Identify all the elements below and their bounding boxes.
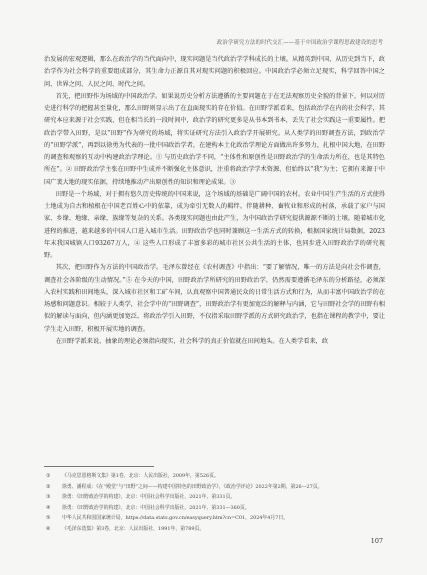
footnote-text: 徐勇：《田野政治学的构建》，北京：中国社会科学出版社，2021年，第331页。 xyxy=(62,494,236,501)
footnote xyxy=(44,524,385,535)
body-text xyxy=(44,54,385,348)
footnote-mark: ⑥ xyxy=(46,525,51,532)
footnote xyxy=(44,492,385,503)
paragraph-field-as-site: 首先，把田野作为场域的中国政治学。如果说历史分析方法遵循的主要问题在于在无法观察历史全貌的背景下，何以对历史进行科学的把握甚至量化，那么田野则显示出了在直面现实的存在价值。在田野学派看来，包括政治学在内的社会科学，其研究本应来源于社会实践，但在相当长的一段时间中，政治学的研究更多是从书本到书本，丢失了社会实践这一重要属性。把政治学带入田野，是以“田野”作为研究的场域，将实证研究方法引入政治学开展研究。从人类学的田野调查方法，到政治学的“田野学派”，再到以徐勇为代表的一批中国政治学者，在建构本土化政治学理论方面做出许多努力，扎根中国大地，在田野的调查和观察的互动中构建政治学理论。① 与历史政治学不同，“主体性和原创性是田野政治学的生命活力所在，也是其特色所在”。② 田野政治学主张在田野中生成并不断强化主体意识，注重将政治学学术资源，但始终以“我”为主；它拥有来源于中国广袤大地的现实依据，持续地推动产出原创性的知识和理论成果。③ xyxy=(44,92,385,186)
footnote-text: 徐勇：《田野政治学的构建》，北京：中国社会科学出版社，2021年，第331—360页。 xyxy=(62,504,250,511)
footnote-mark: ④ xyxy=(46,504,51,511)
footnotes xyxy=(44,471,385,535)
footnote-text: 《马克思恩格斯文集》第1卷，北京：人民出版社，2009年，第526页。 xyxy=(62,473,219,479)
footnote-mark: ② xyxy=(46,483,51,490)
paragraph-continuation: 治发展的宏观逻辑，那么在政治学的当代面向中，现实问题是当代政治学学科成长的土壤。从精英到中国，从历史到当下，政治学作为社会科学的重要组成部分，其生命力正源自其对现实问题的积极回应。中国政治学必须立足现实，科学回答中国之问、世界之问、人民之问、时代之问。 xyxy=(44,56,385,88)
footnote xyxy=(44,471,385,482)
footnote-text: 中华人民共和国国家统计局，https://data.stats.gov.cn/easyquery.htm?cn=C01，2024年4月7日。 xyxy=(62,515,289,522)
running-header: 政治学研究方法的时代交汇——基于中国政治学课程思政建设的思考 xyxy=(216,40,383,46)
footnote xyxy=(44,503,385,514)
footnote xyxy=(44,513,385,524)
footnote-mark: ① xyxy=(46,473,51,479)
page-number: 107 xyxy=(370,537,383,545)
footnote-text: 《毛泽东选集》第3卷，北京：人民出版社，1991年，第789页。 xyxy=(62,525,205,532)
footnote xyxy=(44,482,385,493)
footnote-mark: ⑤ xyxy=(46,515,51,522)
paragraph-field-as-method: 其次，把田野作为方法的中国政治学。毛泽东曾经在《农村调查》中指出：“要了解情况，唯一的方法是向社会作调查，调查社会各阶级的生动情况。”⑤ 在今天的中国，田野政治学所研究的田野政治学，仍然需要遵循毛泽东的分析路径，必须深入农村实践和田间地头，深入城市社区和工矿车间，认真观察中国普通民众的日常生活方式和行为，从而丰富中国政治学的在场感和问题意识。相较于人类学，社会学中的“田野调查”，田野政治学有更加宽泛的解释与内涵，它与田野社会学的田野有相似的解读与面向，但内涵更加宽泛。将政治学引入田野，不仅指采取田野学派的方式研究政治学，也指在课程的教学中，要让学生走入田野，积极开展实地的调查。 xyxy=(44,264,385,333)
paragraph-field-and-countryside: 田野是一个场域，对于拥有悠久历史传统的中国来说，这个场域的基础是广阔中国的农村。农业中国生产生活的方式使得土地成为自古和植根在中国老百姓心中的依靠，成为牵引无数人的羁绊。伴随耕种、畜牧业和形成的村落，承载了家户与国家、乡缘、地缘、亲缘，族缘等复杂的关系。各类现实问题也由此产生，为中国政治学研究提供源源不断的土壤。随着城市化进程的推进，越来越多的中国人口进入城市生活。田野政治学也同时兼顾这一生活方式的转换，根据国家统计局数据，2023年末我国城镇人口93267万人，④ 这些人口形成了丰富多彩的城市社区公共生活的主体，也同步进入田野政治学的研究视野。 xyxy=(44,190,385,259)
footnote-divider xyxy=(44,466,154,467)
footnote-text: 徐勇、潘程成：《在“殿堂”与“田野”之间——构建中国特色的田野政治学》，《政治学评论》2022年第2期，第26—27页。 xyxy=(62,483,323,490)
footnote-mark: ③ xyxy=(46,494,51,501)
paragraph-field-theory: 在田野学派来说，抽象的理论必须指向现实，社会科学的真正价值就在田间地头。在人类学看来，政 xyxy=(55,337,329,345)
